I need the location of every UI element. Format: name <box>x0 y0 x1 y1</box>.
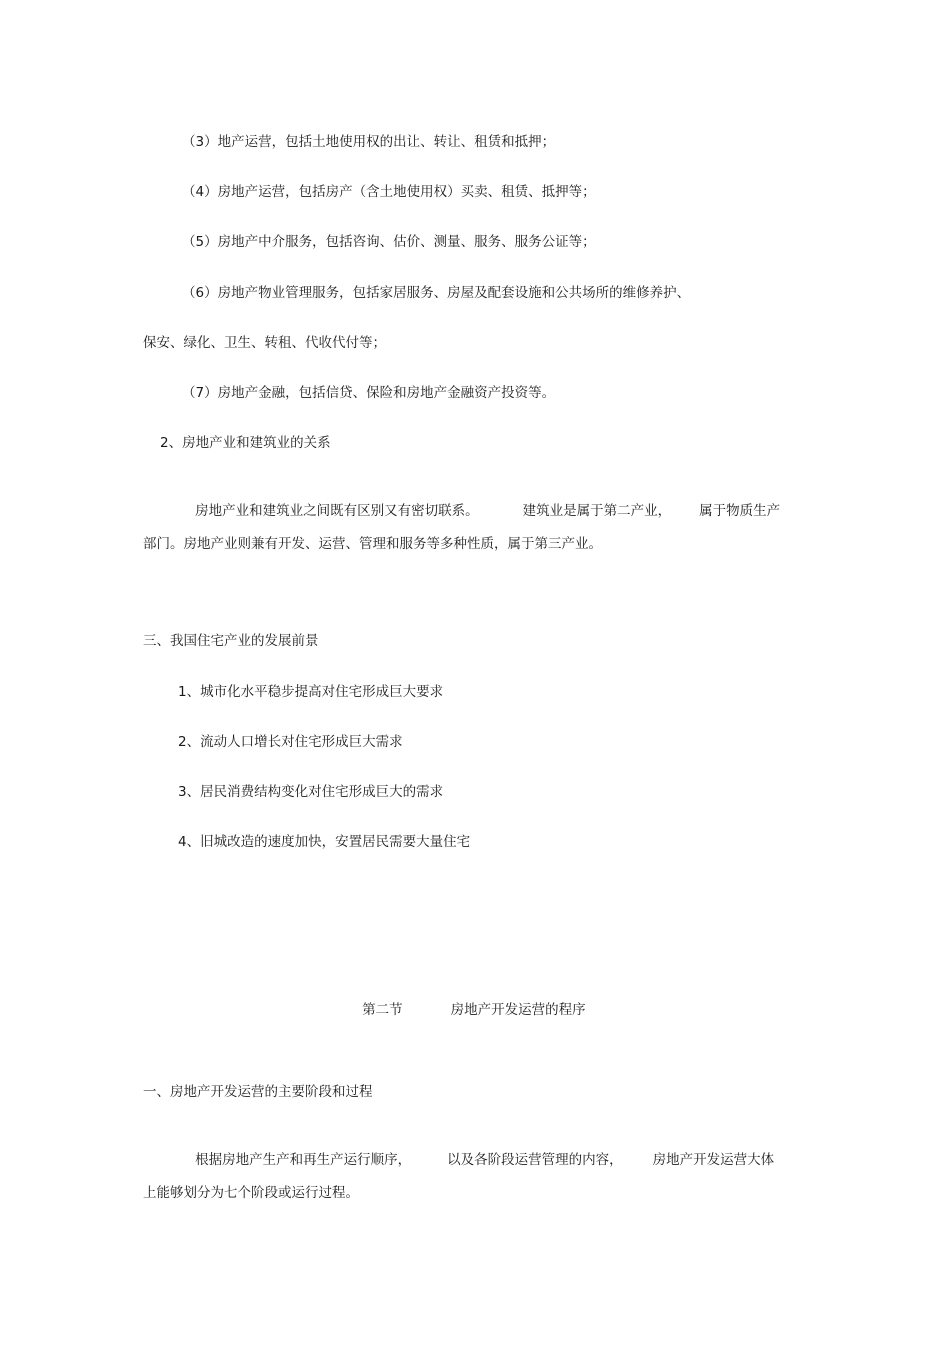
chapter-heading <box>345 983 586 1037</box>
paragraph-line: 部门。房地产业则兼有开发、运营、管理和服务等多种性质，属于第三产业。 <box>143 536 602 552</box>
list-item: 4、旧城改造的速度加快，安置居民需要大量住宅 <box>178 834 471 850</box>
paragraph-segment: 房地产业和建筑业之间既有区别又有密切联系。 <box>195 503 479 519</box>
paragraph-line: 上能够划分为七个阶段或运行过程。 <box>143 1185 359 1201</box>
paragraph-line <box>178 1133 774 1187</box>
list-item-7: （7）房地产金融，包括信贷、保险和房地产金融资产投资等。 <box>182 385 556 401</box>
list-item-6: （6）房地产物业管理服务，包括家居服务、房屋及配套设施和公共场所的维修养护、 <box>182 285 691 301</box>
part-heading: 一、房地产开发运营的主要阶段和过程 <box>143 1084 373 1100</box>
list-item: 1、城市化水平稳步提高对住宅形成巨大要求 <box>178 684 444 700</box>
list-item-3: （3）地产运营，包括土地使用权的出让、转让、租赁和抵押； <box>182 134 556 150</box>
paragraph-line <box>178 484 780 538</box>
list-item-4: （4）房地产运营，包括房产（含土地使用权）买卖、租赁、抵押等； <box>182 184 596 200</box>
section-heading: 三、我国住宅产业的发展前景 <box>143 633 319 649</box>
paragraph-segment: 以及各阶段运营管理的内容， <box>447 1152 623 1168</box>
paragraph-segment: 属于物质生产 <box>699 503 781 519</box>
subheading-relationship: 2、房地产业和建筑业的关系 <box>160 435 331 451</box>
section-label: 第二节 <box>362 1002 403 1018</box>
list-item: 3、居民消费结构变化对住宅形成巨大的需求 <box>178 784 444 800</box>
section-title: 房地产开发运营的程序 <box>450 1002 586 1018</box>
paragraph-segment: 根据房地产生产和再生产运行顺序， <box>195 1152 412 1168</box>
paragraph-segment: 建筑业是属于第二产业， <box>522 503 672 519</box>
list-item-6-continued: 保安、绿化、卫生、转租、代收代付等； <box>143 335 386 351</box>
list-item-5: （5）房地产中介服务，包括咨询、估价、测量、服务、服务公证等； <box>182 234 596 250</box>
list-item: 2、流动人口增长对住宅形成巨大需求 <box>178 734 403 750</box>
paragraph-segment: 房地产开发运营大体 <box>652 1152 775 1168</box>
